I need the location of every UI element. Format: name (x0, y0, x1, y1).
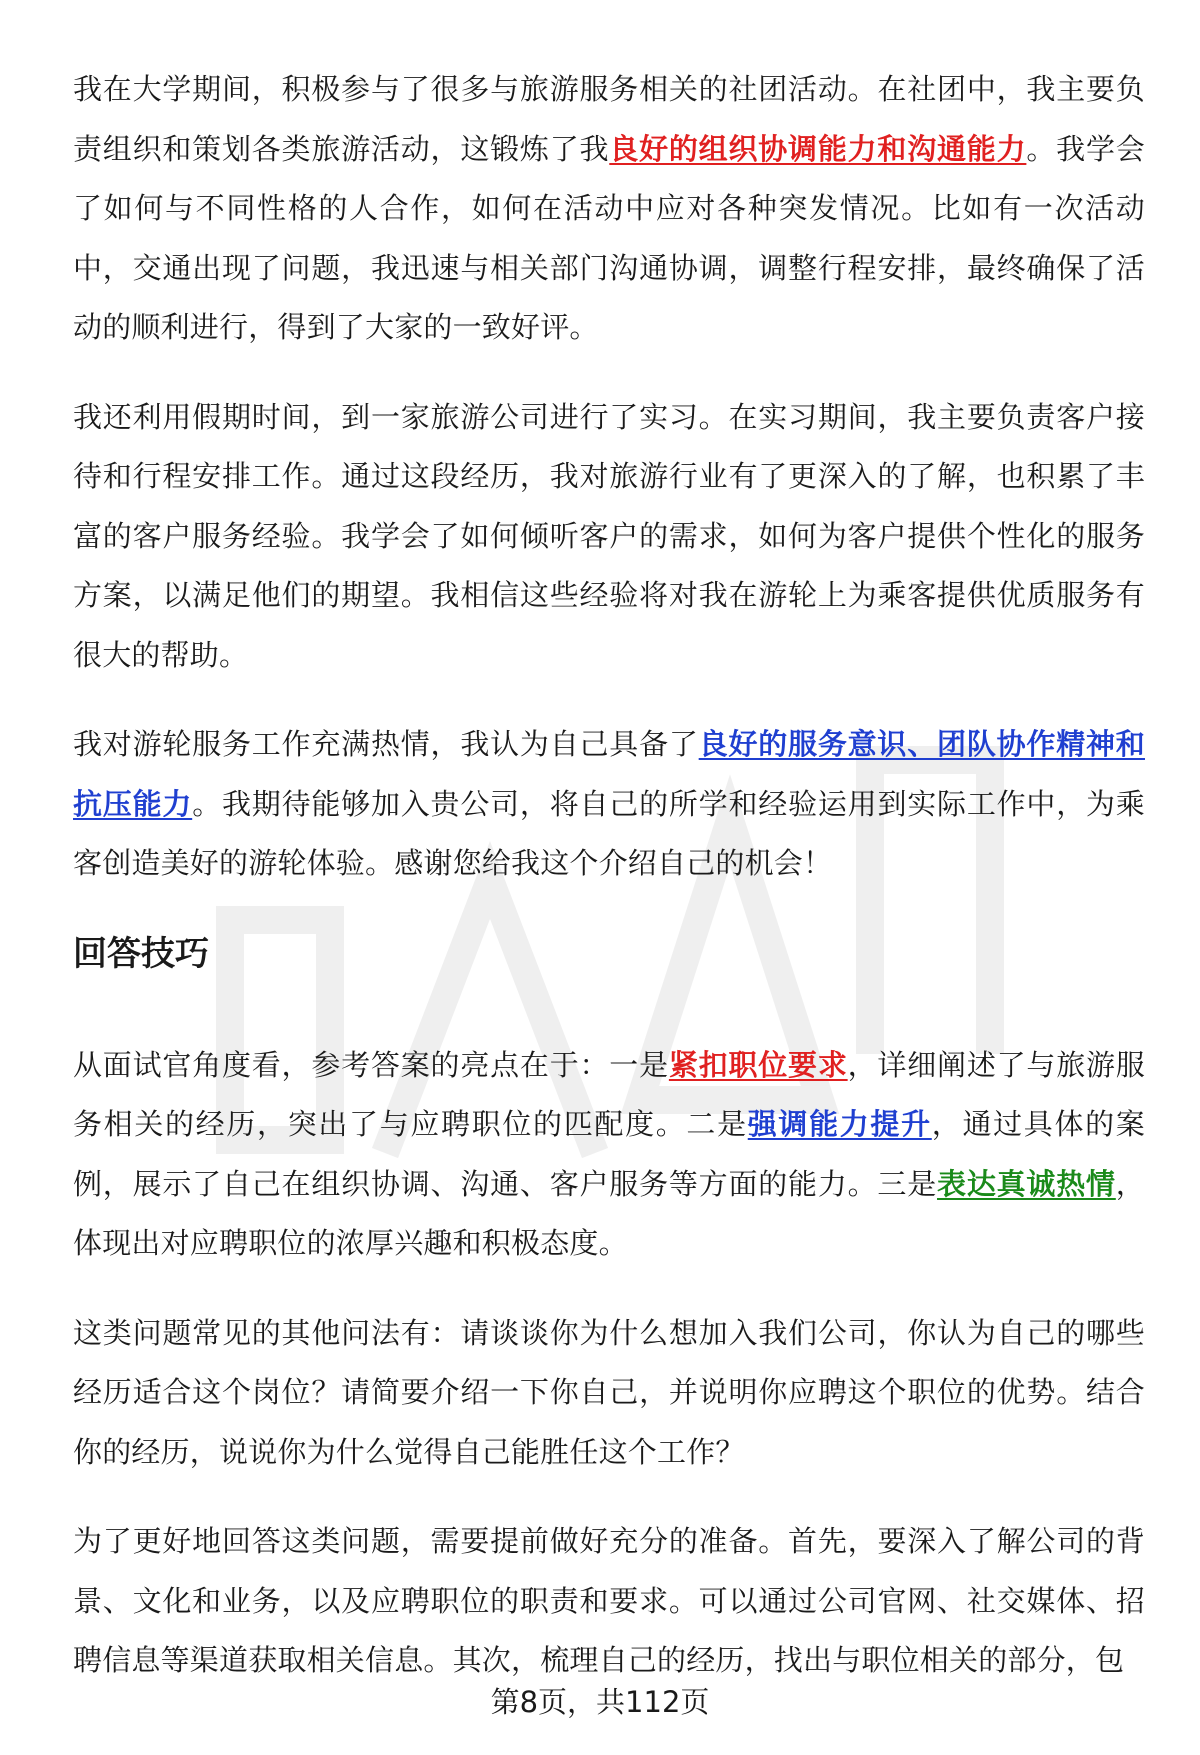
paragraph-text: 我对游轮服务工作充满热情，我认为自己具备了 (73, 727, 699, 761)
page-number: 第8页，共112页 (490, 1685, 710, 1719)
highlight-sincere-enthusiasm: 表达真诚热情 (937, 1166, 1116, 1201)
paragraph-preparation (73, 1512, 1145, 1691)
paragraph-text: 我还利用假期时间，到一家旅游公司进行了实习。在实习期间，我主要负责客户接待和行程安排工作。通过这段经历，我对旅游行业有了更深入的了解，也积累了丰富的客户服务经验。我学会了如何倾听客户的需求，如何为客户提供个性化的服务方案，以满足他们的期望。我相信这些经验将对我在游轮上为乘客提供优质服务有很大的帮助。 (73, 399, 1145, 672)
paragraph-text: 。我学会了如何与不同性格的人合作，如何在活动中应对各种突发情况。比如有一次活动中，交通出现了问题，我迅速与相关部门沟通协调，调整行程安排，最终确保了活动的顺利进行，得到了大家的一致好评。 (73, 131, 1145, 344)
paragraph-other-questions (73, 1304, 1145, 1483)
section-title: 回答技巧 (73, 933, 209, 974)
paragraph-text: 我在大学期间，积极参与了很多与旅游服务相关的社团活动。在社团中，我主要负责组织和策划各类旅游活动，这锻炼了我 (73, 72, 1145, 166)
highlight-service-awareness: 良好的服务意识、团队协作精神和抗压能力 (73, 727, 1145, 821)
paragraph-internship (73, 388, 1145, 686)
paragraph-text: ，详细阐述了与旅游服务相关的经历，突出了与应聘职位的匹配度。二是 (73, 1047, 1145, 1141)
paragraph-text: 。我期待能够加入贵公司，将自己的所学和经验运用到实际工作中，为乘客创造美好的游轮体验。感谢您给我这个介绍自己的机会！ (73, 786, 1145, 880)
paragraph-enthusiasm (73, 715, 1145, 894)
paragraph-tips (73, 1036, 1145, 1274)
paragraph-club-experience (73, 60, 1145, 358)
paragraph-text: 为了更好地回答这类问题，需要提前做好充分的准备。首先，要深入了解公司的背景、文化和业务，以及应聘职位的职责和要求。可以通过公司官网、社交媒体、招聘信息等渠道获取相关信息。其次，梳理自己的经历，找出与职位相关的部分，包 (73, 1524, 1145, 1677)
highlight-job-requirements: 紧扣职位要求 (668, 1047, 848, 1082)
paragraph-text: ，体现出对应聘职位的浓厚兴趣和积极态度。 (73, 1166, 1145, 1260)
document-body (73, 60, 1145, 1721)
paragraph-text: ，通过具体的案例，展示了自己在组织协调、沟通、客户服务等方面的能力。三是 (73, 1107, 1146, 1201)
highlight-ability-improvement: 强调能力提升 (747, 1107, 932, 1141)
paragraph-text: 这类问题常见的其他问法有：请谈谈你为什么想加入我们公司，你认为自己的哪些经历适合这个岗位？请简要介绍一下你自己，并说明你应聘这个职位的优势。结合你的经历，说说你为什么觉得自己能胜任这个工作？ (73, 1315, 1145, 1469)
highlight-organization-skills: 良好的组织协调能力和沟通能力 (609, 131, 1027, 166)
paragraph-text: 从面试官角度看，参考答案的亮点在于：一是 (73, 1047, 669, 1082)
